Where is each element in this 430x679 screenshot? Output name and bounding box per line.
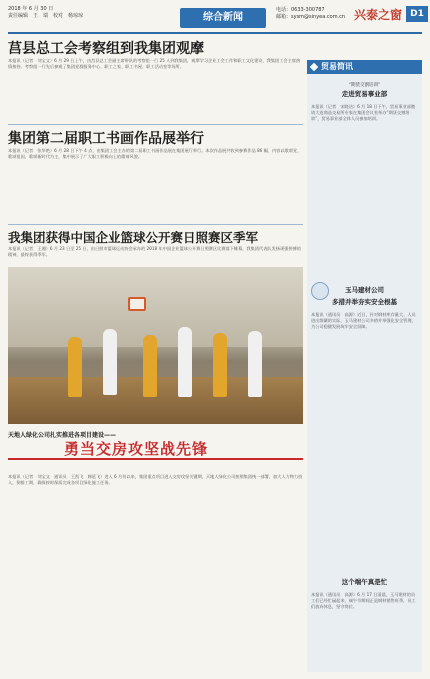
story3-headline: 这个端午真是忙 [341, 578, 388, 586]
masthead [8, 4, 422, 34]
feature-story [8, 430, 303, 470]
story2-body: 本报讯（通讯员 高源）近日，针对钢材库存量大、人员进出频繁的实际，玉马建材公司多措并举强化安全管理，为公司稳健发展筑牢安全屏障。 [311, 312, 416, 329]
story1-body: 本报讯（记者 宋晓洁）6 月 18 日下午，贸易事业部邀请大连商品交易所专家在集团会议室举办“期货交割培训”，贸易事业部全体人员参加培训。 [311, 104, 416, 121]
article3-body: 本报讯（记者 王湘）6 月 23 日至 25 日，由日照市篮球运动协会承办的 2018 年中国企业篮球公开赛日照赛区比赛落下帷幕，我集团代表队发扬顽强拼搏的精神，最终获得季军。 [8, 246, 301, 257]
feature-band [8, 458, 303, 460]
section-title: 综合新闻 [180, 8, 266, 28]
article1-headline: 莒县总工会考察组到我集团观摩 [8, 41, 204, 57]
page-number: D1 [406, 6, 428, 22]
article2-body: 本报讯（记者 张华艳）6 月 28 日下午 4 点，由集团工会主办的第二届职工书画作品展在集团展厅举行。本次作品展共收到参赛作品 86 幅，内容以歌颂党、歌颂祖国、歌颂新时代为主，集中展示了广大职工积极向上的精神风貌。 [8, 148, 302, 159]
article1-body: 本报讯（记者 刘宝文）6 月 29 日上午，由莒县总工会副主席带队的考察组一行 25 人到我集团，观摩学习企业工会工作和职工文化建设，我集团工会主席热情接待。考察组一行先后参观了集团党群服务中心、职工之家、职工书屋、职工活动室等场所。 [8, 58, 301, 69]
article3-headline: 我集团获得中国企业篮球公开赛日照赛区季军 [8, 230, 259, 245]
diamond-icon [310, 63, 318, 71]
story2-headline-line1: 玉马建材公司 [345, 286, 384, 294]
story3-body: 本报讯（通讯员 高源）6 月 17 日清晨，玉马建材的员工们已经忙碌起来，端午节期间正是钢材销售旺季，员工们放弃休息，坚守岗位。 [311, 592, 416, 609]
basketball-photo [8, 267, 303, 424]
player-figure [103, 329, 117, 395]
brand-logo: 兴泰之窗 [354, 8, 403, 22]
phone: 电话：0633-300787 [276, 7, 325, 13]
sidebar-title: 贸易简讯 [321, 62, 353, 71]
sidebar [307, 60, 422, 672]
feature-kicker: 天地人绿化公司扎实推进各项目建设—— [8, 432, 117, 439]
divider [8, 224, 303, 225]
story1-headline: 走进贸易事业部 [341, 90, 388, 98]
player-figure [213, 333, 227, 397]
feature-body: 本报讯（记者 刘宝文 通讯员 王凯飞 韩延飞）进入 6 月份以来，集团重点项目进入交房攻坚关键期，天地人绿化公司按照集团统一部署，加大人力物力投入，倒排工期，确保按时保质完成各项目绿化施工任务。 [8, 474, 303, 485]
date-line: 2018 年 6 月 30 日 [8, 6, 54, 12]
article2-headline: 集团第二届职工书画作品展举行 [8, 131, 204, 147]
contact-info [276, 7, 345, 21]
player-figure [68, 337, 82, 397]
editor-line: 责任编辑 王 瑞 校对 杨琼琼 [8, 13, 84, 19]
player-figure [143, 335, 157, 397]
masthead-left [8, 6, 83, 20]
sidebar-header [307, 60, 422, 74]
email: 邮箱：sysm@sinyea.com.cn [276, 14, 346, 20]
divider [8, 124, 303, 125]
player-figure [178, 327, 192, 397]
story1-kicker: “期货交割培训” [348, 83, 381, 88]
player-figure [248, 331, 262, 397]
story2-headline-line2: 多措并举夯实安全根基 [332, 298, 397, 306]
feature-headline: 勇当交房攻坚战先锋 [64, 440, 209, 458]
basketball-hoop-icon [128, 297, 146, 311]
